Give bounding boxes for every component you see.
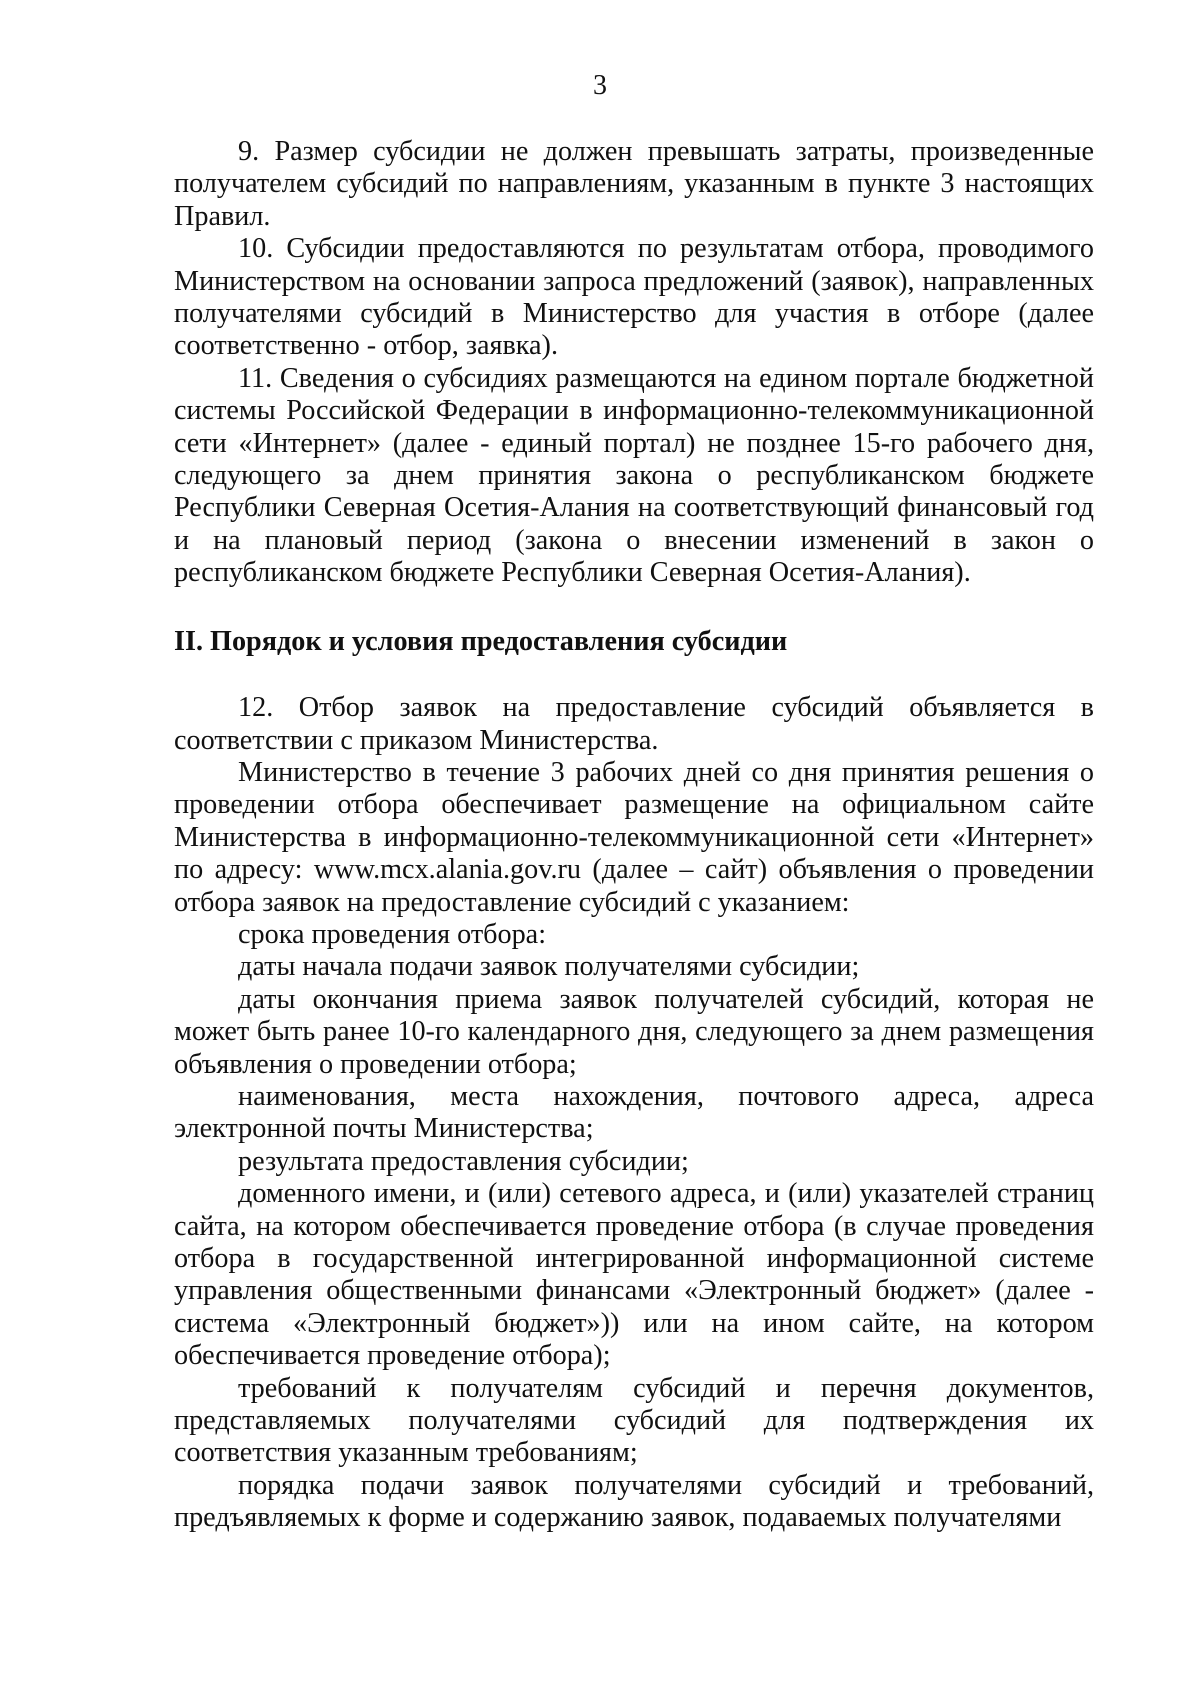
paragraph-11: 11. Сведения о субсидиях размещаются на едином портале бюджетной системы Российской Федерации в информационно-телекоммуникационной сети «Интернет» (далее - единый портал) не позднее 15-го рабочего дня, следующего за днем принятия закона о республиканском бюджете Республики Северная Осетия-Алания на соответствующий финансовый год и на плановый период (закона о внесении изменений в закон о республиканском бюджете Республики Северная Осетия-Алания). — [174, 362, 1094, 589]
list-item-selection-period: срока проведения отбора: — [238, 918, 547, 950]
paragraph-12: 12. Отбор заявок на предоставление субсидий объявляется в соответствии с приказом Министерства. — [174, 692, 1094, 756]
list-item-end-date: даты окончания приема заявок получателей субсидий, которая не может быть ранее 10-го календарного дня, следующего за днем размещения объявления о проведении отбора; — [174, 983, 1094, 1080]
list-item-domain-name: доменного имени, и (или) сетевого адреса, и (или) указателей страниц сайта, на котором обеспечивается проведение отбора (в случае проведения отбора в государственной интегрированной информационной системе управления общественными финансами «Электронный бюджет» (далее - система «Электронный бюджет»)) или на ином сайте, на котором обеспечивается проведение отбора); — [174, 1178, 1094, 1372]
list-item-application-procedure: порядка подачи заявок получателями субсидий и требований, предъявляемых к форме и содержанию заявок, подаваемых получателями — [174, 1469, 1094, 1534]
section-heading: II. Порядок и условия предоставления субсидии — [174, 625, 788, 657]
paragraph-10: 10. Субсидии предоставляются по результатам отбора, проводимого Министерством на основании запроса предложений (заявок), направленных получателями субсидий в Министерство для участия в отборе (далее соответственно - отбор, заявка). — [174, 233, 1094, 362]
list-item-ministry-contacts: наименования, места нахождения, почтового адреса, адреса электронной почты Министерства; — [174, 1080, 1094, 1145]
list-item-requirements: требований к получателям субсидий и перечня документов, представляемых получателями субсидий для подтверждения их соответствия указанным требованиям; — [174, 1372, 1094, 1469]
page-number: 3 — [593, 70, 607, 101]
list-item-subsidy-result: результата предоставления субсидии; — [238, 1145, 689, 1177]
list-item-start-date: даты начала подачи заявок получателями субсидии; — [238, 951, 860, 983]
document-body — [174, 136, 1094, 1535]
paragraph-9: 9. Размер субсидии не должен превышать затраты, произведенные получателем субсидий по направлениям, указанным в пункте 3 настоящих Правил. — [174, 136, 1094, 232]
paragraph-announcement: Министерство в течение 3 рабочих дней со дня принятия решения о проведении отбора обеспечивает размещение на официальном сайте Министерства в информационно-телекоммуникационной сети «Интернет» по адресу: www.mcx.alania.gov.ru (далее – сайт) объявления о проведении отбора заявок на предоставление субсидий с указанием: — [174, 756, 1094, 918]
